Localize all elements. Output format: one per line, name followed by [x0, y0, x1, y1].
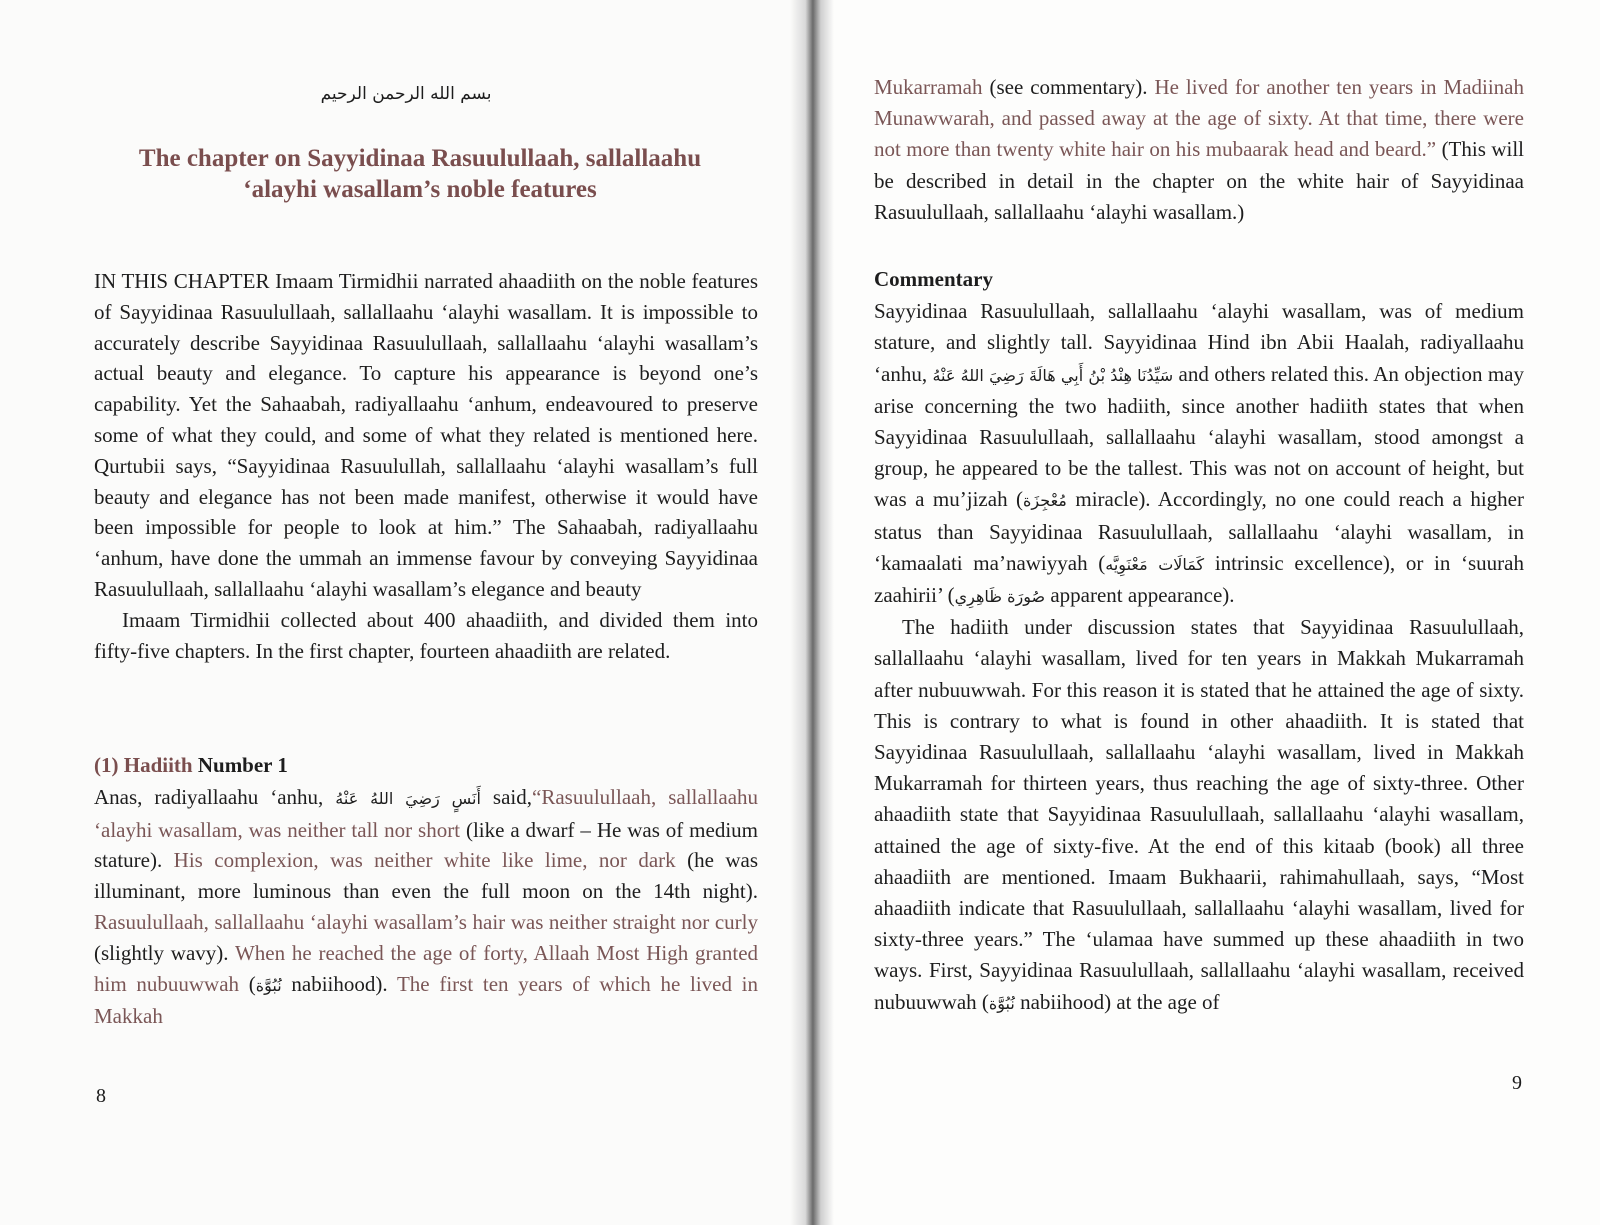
commentary-p1-arabic-2: مُعْجِزَة	[1023, 491, 1067, 511]
commentary-paragraph-1	[874, 296, 1524, 612]
hadith-quote-3: Rasuulullaah, sallallaahu ‘alayhi wasallam’s hair was neither straight nor curly	[94, 909, 758, 934]
commentary-p1-arabic-1: سَيِّدُنَا هِنْدُ بْنُ أَبِي هَالَةَ رَضِيَ اللهُ عَنْهُ	[932, 365, 1174, 385]
hadith-text	[94, 782, 758, 1032]
continuation-quote-1: Mukarramah	[874, 75, 983, 99]
commentary-paragraph-2	[874, 612, 1524, 1019]
continuation-comment-1: (see commentary).	[989, 75, 1148, 99]
second-paragraph: Imaam Tirmidhii collected about 400 ahaadiith, and divided them into fifty-five chapters. In the first chapter, fourteen ahaadiith are related.	[94, 607, 758, 663]
hadith-comment-4-arabic: نُبُوَّة	[255, 975, 282, 995]
narrator: Anas, radiyallaahu ‘anhu,	[94, 784, 324, 809]
commentary-p1-arabic-3: كَمَالَات مَعْنَوِيَّه	[1105, 554, 1205, 574]
hadith-continuation	[874, 72, 1524, 228]
book-gutter-shadow	[790, 0, 834, 1225]
hadith-heading-suffix: Number 1	[197, 753, 288, 777]
commentary-p1-text-1: Sayyidinaa Rasuulullaah, sallallaahu ‘alayhi wasallam, was of medium stature, and slightly tall. Sayyidinaa Hind ibn Abii Haalah, radiyallaahu ‘anhu,	[874, 299, 1524, 386]
continuation-comment-2: (This will be described in detail in the chapter on the white hair of Sayyidinaa Rasuulullaah, sallallaahu ‘alayhi wasallam.)	[874, 137, 1525, 224]
commentary-p1-text-5: apparent appearance).	[1050, 583, 1235, 608]
chapter-title: The chapter on Sayyidinaa Rasuulullaah, sallallaahu ‘alayhi wasallam’s noble features	[138, 145, 702, 203]
commentary-p2-text-1: The hadiith under discussion states that Sayyidinaa Rasuulullaah, sallallaahu ‘alayhi wasallam, lived for ten years in Makkah Mukarramah after nubuuwwah. For this reason it is stated that he attained the age of sixty. This is contrary to what is found in other ahaadiith. It is stated that Sayyidinaa Rasuulullaah, sallallaahu ‘alayhi wasallam, lived in Makkah Mukarramah for thirteen years, thus reaching the age of sixty-three. Other ahaadiith state that Sayyidinaa Rasuulullaah, sallallaahu ‘alayhi wasallam, attained the age of sixty-five. At the end of this kitaab (book) all three ahaadiith are mentioned. Imaam Bukhaarii, rahimahullaah, says, “Most ahaadiith indicate that Rasuulullaah, sallallaahu ‘alayhi wasallam, lived for sixty-three years.” The ‘ulamaa have summed up these ahaadiith in two ways. First, Sayyidinaa Rasuulullaah, sallallaahu ‘alayhi wasallam, received nubuuwwah (	[874, 615, 1524, 1014]
intro-paragraph: IN THIS CHAPTER Imaam Tirmidhii narrated ahaadiith on the noble features of Sayyidinaa Rasuulullaah, sallallaahu ‘alayhi wasallam. It is impossible to accurately describe Sayyidinaa Rasuulullaah, sallallaahu ‘alayhi wasallam’s actual beauty and elegance. To capture his appearance is beyond one’s capability. Yet the Sahaabah, radiyallaahu ‘anhum, endeavoured to preserve some of what they could, and some of what they related is mentioned here. Qurtubii says, “Sayyidinaa Rasuulullah, sallallaahu ‘alayhi wasallam’s full beauty and elegance has not been made manifest, otherwise it would have been impossible for people to look at him.” The Sahaabah, radiyallaahu ‘anhum, have done the ummah an immense favour by conveying Sayyidinaa Rasuulullaah, sallallaahu ‘alayhi wasallam’s elegance and beauty	[94, 269, 758, 601]
commentary-p2-arabic-1: نُبُوَّة	[988, 993, 1015, 1013]
hadith-comment-1: (like a dwarf – He was of medium stature).	[94, 817, 758, 873]
hadith-comment-2: (he was illuminant, more luminous than even the full moon on the 14th night).	[94, 848, 759, 904]
hadith-heading-prefix: (1) Hadiith	[94, 753, 193, 777]
hadith-quote-2: His complexion, was neither white like lime, nor dark	[173, 848, 676, 873]
hadith-quote-4: When he reached the age of forty, Allaah Most High granted him nubuuwwah	[94, 940, 759, 996]
intro-section	[94, 266, 758, 666]
page-number-right: 9	[1512, 1072, 1522, 1094]
continuation-text	[874, 72, 1524, 228]
commentary-heading: Commentary	[874, 267, 993, 291]
commentary-p1-text-2: and others related this. An objection may arise concerning the two hadiith, since another hadiith states that when Sayyidinaa Rasuulullaah, sallallaahu ‘alayhi wasallam, stood amongst a group, he appeared to be the tallest. This was not on account of height, but was a mu’jizah (	[874, 361, 1525, 512]
said-word: said,	[492, 784, 532, 809]
bismillah-heading: بسم الله الرحمن الرحيم	[320, 84, 492, 104]
hadith-quote-1: “Rasuulullaah, sallallaahu ‘alayhi wasallam, was neither tall nor short	[94, 784, 759, 842]
commentary-section	[874, 264, 1524, 1019]
hadith-section	[94, 750, 758, 1032]
page-number-left: 8	[96, 1085, 106, 1107]
commentary-p1-text-4: intrinsic excellence), or in ‘suurah zaahirii’ (	[874, 550, 1524, 608]
continuation-quote-2: He lived for another ten years in Madiinah Munawwarah, and passed away at the age of sixty. At that time, there were not more than twenty white hair on his mubaarak head and beard.”	[874, 75, 1525, 162]
hadith-comment-4-open: (	[248, 971, 256, 996]
commentary-p1-text-3: miracle). Accordingly, no one could reach a higher status than Sayyidinaa Rasuulullaah, sallallaahu ‘alayhi wasallam, in ‘kamaalati ma’nawiyyah (	[874, 487, 1524, 575]
hadith-comment-4-text: nabiihood).	[291, 971, 388, 996]
commentary-p2-text-2: nabiihood) at the age of	[1020, 989, 1220, 1014]
narrator-arabic: أَنَسٍ رَضِيَ اللهُ عَنْهُ	[335, 788, 481, 808]
commentary-p1-arabic-4: صُورَة ظَاهِرِي	[954, 587, 1046, 607]
hadith-quote-5: The first ten years of which he lived in Makkah	[94, 971, 759, 1029]
hadith-heading	[94, 750, 758, 781]
hadith-comment-3: (slightly wavy).	[94, 940, 229, 965]
